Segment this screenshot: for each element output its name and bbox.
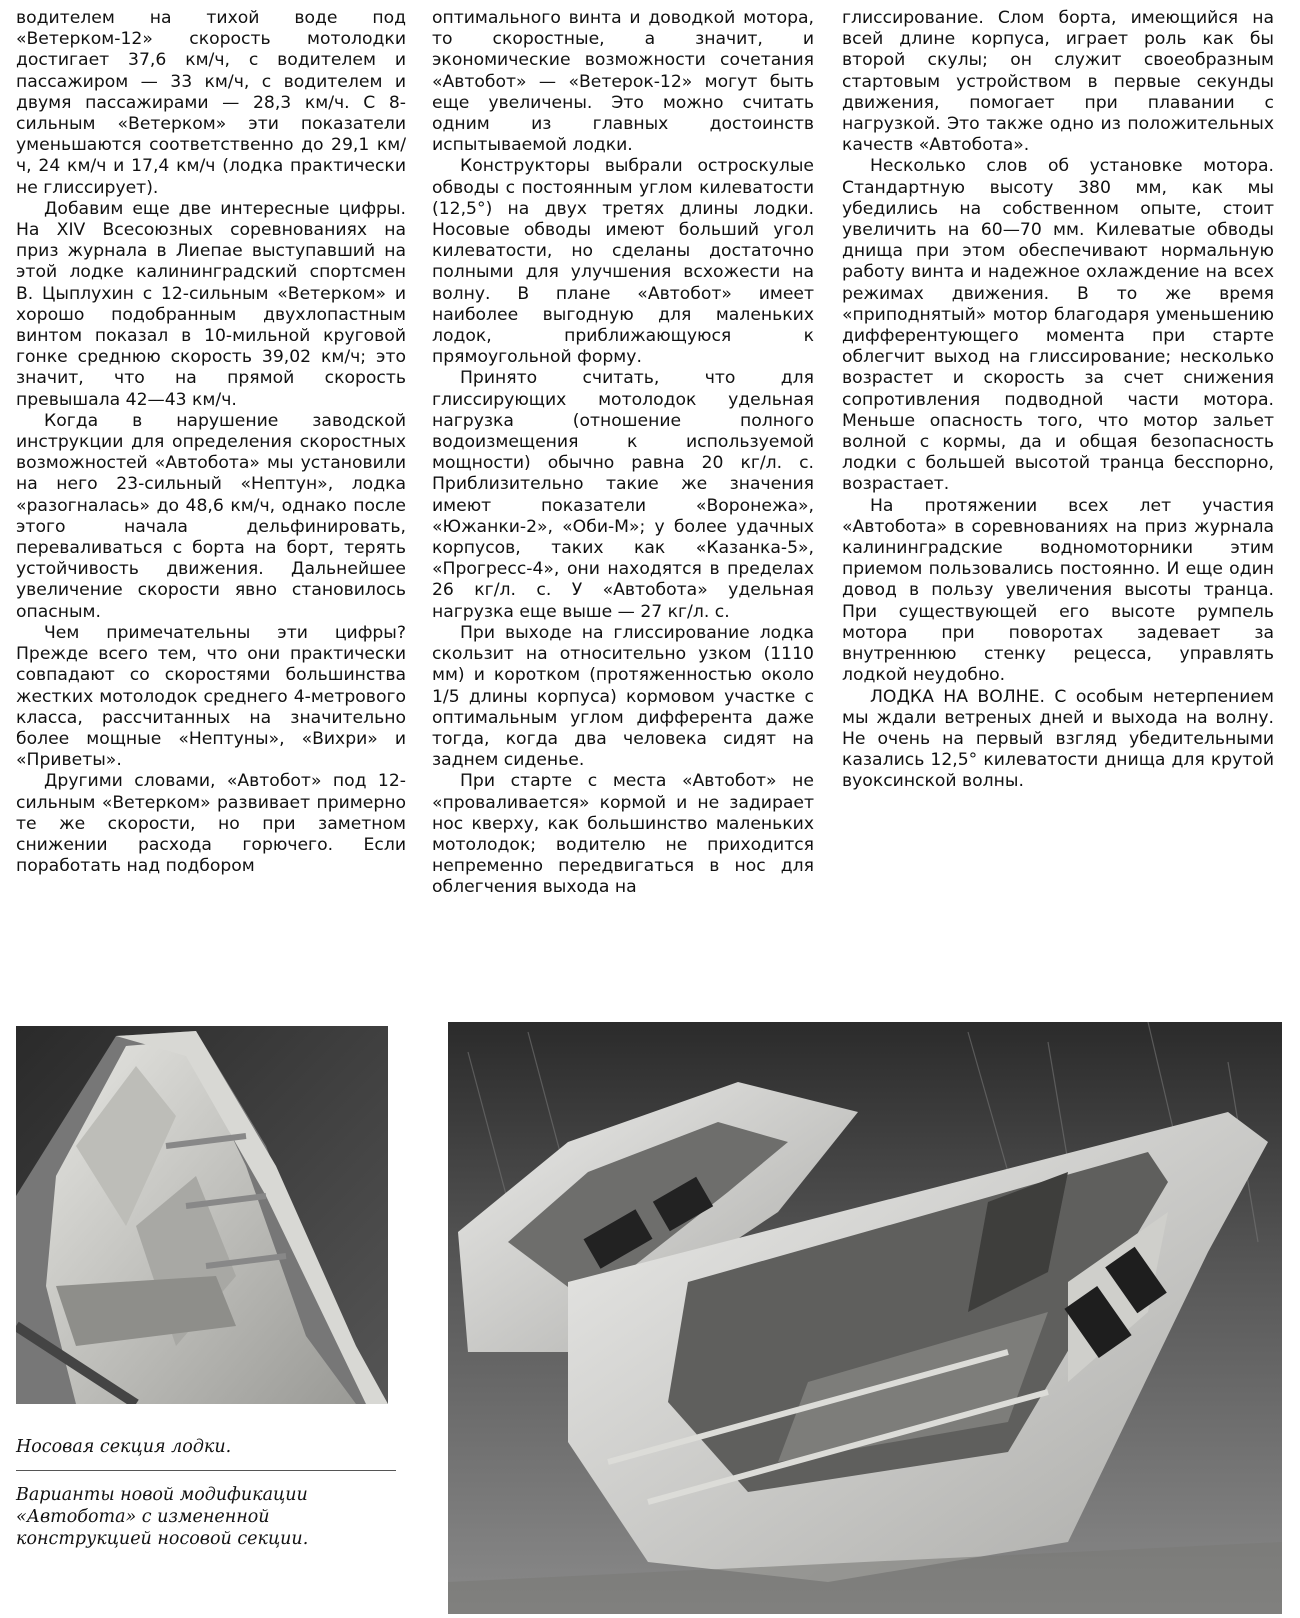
paragraph: Добавим еще две интересные цифры. На XIV Всесоюзных соревнованиях на приз журнала в Лиепае выступавший на этой лодке калининградский спортсмен В. Цыплухин с 12-сильным «Ветерком» и хорошо подобранным двухлопастным винтом показал в 10-мильной круговой гонке среднюю скорость 39,02 км/ч; это значит, что на прямой скорость превышала 42—43 км/ч. <box>16 198 406 410</box>
paragraph: При выходе на глиссирование лодка скользит на относительно узком (1110 мм) и коротком (протяженностью около 1/5 длины корпуса) кормовом участке с оптимальным углом дифферента даже тогда, когда два человека сидят на заднем сиденье. <box>432 622 814 771</box>
boats-variants-image <box>448 1022 1282 1614</box>
caption-divider <box>16 1470 396 1471</box>
paragraph: глиссирование. Слом борта, имеющийся на всей длине корпуса, играет роль как бы второй скулы; он служит своеобразным стартовым устройством в первые секунды движения, помогает при плавании с нагрузкой. Это также одно из положительных качеств «Автобота». <box>842 8 1274 156</box>
variants-caption: Варианты новой модификации «Автобота» с измененной конструкцией носовой секции. <box>16 1485 309 1549</box>
paragraph: водителем на тихой воде под «Ветерком-12» скорость мотолодки достигает 37,6 км/ч, с водителем и пассажиром — 33 км/ч, с водителем и двумя пассажирами — 28,3 км/ч. С 8-сильным «Ветерком» эти показатели уменьшаются соответственно до 29,1 км/ч, 24 км/ч и 17,4 км/ч (лодка практически не глиссирует). <box>16 8 406 198</box>
paragraph: Принято считать, что для глиссирующих мотолодок удельная нагрузка (отношение полного водоизмещения к используемой мощности) обычно равна 20 кг/л. с. Приблизительно такие же значения имеют показатели «Воронежа», «Южанки-2», «Оби-М»; у более удачных корпусов, таких как «Казанка-5», «Прогресс-4», они находятся в пределах 26 кг/л. с. У «Автобота» удельная нагрузка еще выше — 27 кг/л. с. <box>432 368 814 622</box>
paragraph: Несколько слов об установке мотора. Стандартную высоту 380 мм, как мы убедились на собственном опыте, стоит увеличить на 60—70 мм. Килеватые обводы днища при этом обеспечивают нормальную работу винта и надежное охлаждение на всех режимах движения. В то же время «приподнятый» мотор благодаря уменьшению дифферентующего момента при старте облегчит выход на глиссирование; несколько возрастет и скорость за счет снижения сопротивления подводной части мотора. Меньше опасность того, что мотор зальет волной с кормы, да и общая безопасность лодки с большей высотой транца бесспорно, возрастает. <box>842 156 1274 495</box>
article-column-2 <box>432 8 814 899</box>
boats-variants-photo <box>448 1022 1282 1614</box>
paragraph: Чем примечательны эти цифры? Прежде всего тем, что они практически совпадают со скоростями большинства жестких мотолодок среднего 4-метрового класса, рассчитанных на значительно более мощные «Нептуны», «Вихри» и «Приветы». <box>16 622 406 771</box>
bow-section-photo <box>16 1026 388 1404</box>
paragraph: Другими словами, «Автобот» под 12-сильным «Ветерком» развивает примерно те же скорости, но при заметном снижении расхода горючего. Если поработать над подбором <box>16 771 406 877</box>
paragraph: На протяжении всех лет участия «Автобота» в соревнованиях на приз журнала калининградские водномоторники этим приемом пользовались постоянно. И еще один довод в пользу увеличения высоты транца. При существующей его высоте румпель мотора при поворотах задевает за внутреннюю стенку рецесса, управлять лодкой неудобно. <box>842 495 1274 686</box>
paragraph: Когда в нарушение заводской инструкции для определения скоростных возможностей «Автобота» мы установили на него 23-сильный «Нептун», лодка «разогналась» до 48,6 км/ч, однако после этого начала дельфинировать, переваливаться с борта на борт, терять устойчивость движения. Дальнейшее увеличение скорости явно становилось опасным. <box>16 410 406 622</box>
paragraph: оптимального винта и доводкой мотора, то скоростные, а значит, и экономические возможности сочетания «Автобот» — «Ветерок-12» могут быть еще увеличены. Это можно считать одним из главных достоинств испытываемой лодки. <box>432 8 814 156</box>
bow-section-image <box>16 1026 388 1404</box>
article-column-1 <box>16 8 406 877</box>
article-column-3 <box>842 8 1274 793</box>
paragraph: При старте с места «Автобот» не «проваливается» кормой и не задирает нос кверху, как большинство маленьких мотолодок; водителю не приходится непременно передвигаться в нос для облегчения выхода на <box>432 771 814 898</box>
bow-section-caption: Носовая секция лодки. <box>16 1437 232 1457</box>
paragraph: Конструкторы выбрали остроскулые обводы с постоянным углом килеватости (12,5°) на двух третях длины лодки. Носовые обводы имеют больший угол килеватости, но сделаны достаточно полными для улучшения всхожести на волну. В плане «Автобот» имеет наиболее выгодную для маленьких лодок, приближающуюся к прямоугольной форму. <box>432 156 814 368</box>
paragraph: ЛОДКА НА ВОЛНЕ. С особым нетерпением мы ждали ветреных дней и выхода на волну. Не очень на первый взгляд убедительными казались 12,5° килеватости днища для крутой вуоксинской волны. <box>842 686 1274 792</box>
